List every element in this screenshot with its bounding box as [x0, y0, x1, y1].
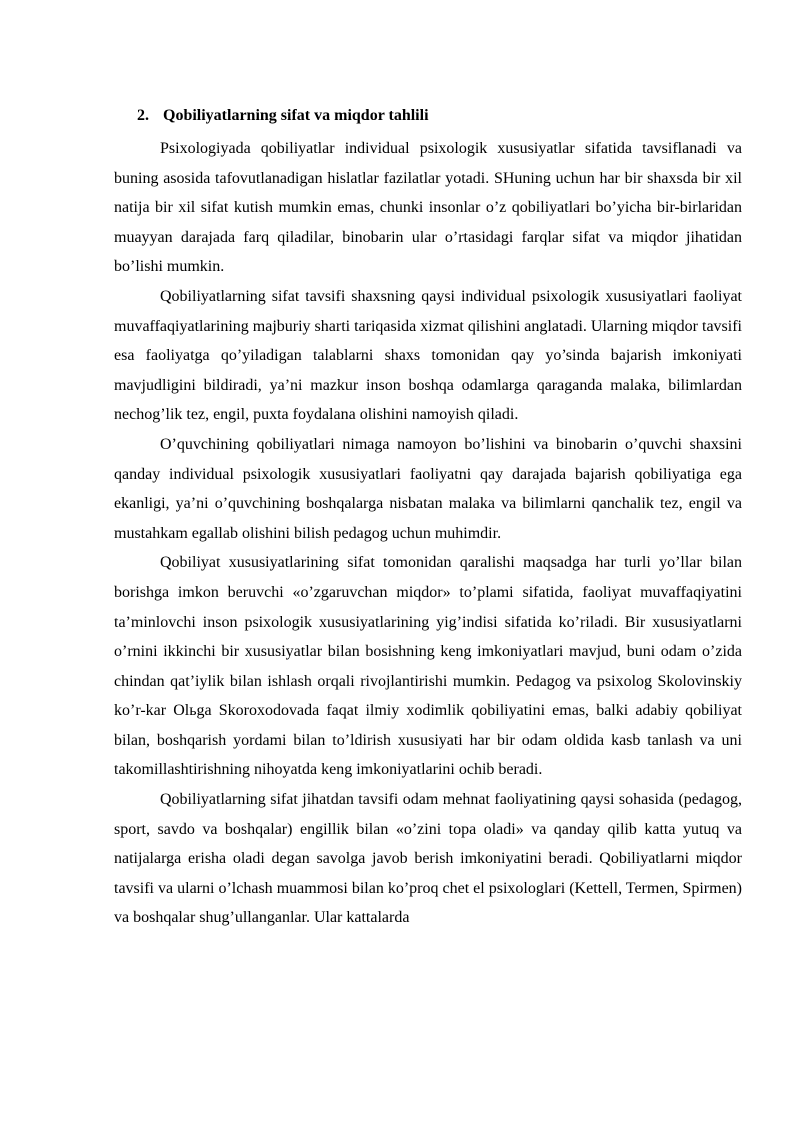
body-text: [114, 134, 742, 933]
paragraph: Qobiliyat xususiyatlarining sifat tomonidan qaralishi maqsadga har turli yo’llar bilan borishga imkon beruvchi «o’zgaruvchan miqdor» to’plami sifatida, faoliyat muvaffaqiyatini ta’minlovchi inson psixologik xususiyatlarining yig’indisi sifatida ko’riladi. Bir xususiyatlarni o’rnini ikkinchi bir xususiyatlar bilan bosishning keng imkoniyatlari mavjud, buni odam o’zida chindan qat’iylik bilan ishlash orqali rivojlantirishi mumkin. Pedagog va psixolog Skolovinskiy ko’r-kar Olьga Skoroxodovada faqat ilmiy xodimlik qobiliyatini emas, balki adabiy qobiliyat bilan, boshqarish yordami bilan to’ldirish xususiyati har bir odam oldida kasb tanlash va uni takomillashtirishning nihoyatda keng imkoniyatlarini ochib beradi.: [114, 554, 742, 779]
paragraph: O’quvchining qobiliyatlari nimaga namoyon bo’lishini va binobarin o’quvchi shaxsini qanday individual psixologik xususiyatlari faoliyatni qay darajada bajarish qobiliyatiga ega ekanligi, ya’ni o’quvchining boshqalarga nisbatan malaka va bilimlarni qanchalik tez, engil va mustahkam egallab olishini bilish pedagog uchun muhimdir.: [114, 435, 742, 542]
section-heading: [137, 104, 429, 128]
section-number: 2.: [137, 107, 149, 124]
paragraph: Qobiliyatlarning sifat jihatdan tavsifi odam mehnat faoliyatining qaysi sohasida (pedagog, sport, savdo va boshqalar) engillik bilan «o’zini topa oladi» va qanday qilib katta yutuq va natijalarga erisha oladi degan savolga javob berish imkoniyatini beradi. Qobiliyatlarni miqdor tavsifi va ularni o’lchash muammosi bilan ko’proq chet el psixologlari (Kettell, Termen, Spirmen) va boshqalar shug’ullanganlar. Ular kattalarda: [114, 791, 742, 927]
paragraph: Psixologiyada qobiliyatlar individual psixologik xususiyatlar sifatida tavsiflanadi va buning asosida tafovutlanadigan hislatlar fazilatlar yotadi. SHuning uchun har bir shaxsda bir xil natija bir xil sifat kutish mumkin emas, chunki insonlar o’z qobiliyatlari bo’yicha bir-birlaridan muayyan darajada farq qiladilar, binobarin ular o’rtasidagi farqlar sifat va miqdor jihatidan bo’lishi mumkin.: [114, 140, 742, 276]
section-title: Qobiliyatlarning sifat va miqdor tahlili: [163, 107, 429, 124]
paragraph: Qobiliyatlarning sifat tavsifi shaxsning qaysi individual psixologik xususiyatlari faoliyat muvaffaqiyatlarining majburiy sharti tariqasida xizmat qilishini anglatadi. Ularning miqdor tavsifi esa faoliyatga qo’yiladigan talablarni shaxs tomonidan qay yo’sinda bajarish imkoniyati mavjudligini bildiradi, ya’ni mazkur inson boshqa odamlarga qaraganda malaka, bilimlardan nechog’lik tez, engil, puxta foydalana olishini namoyish qiladi.: [114, 287, 742, 424]
